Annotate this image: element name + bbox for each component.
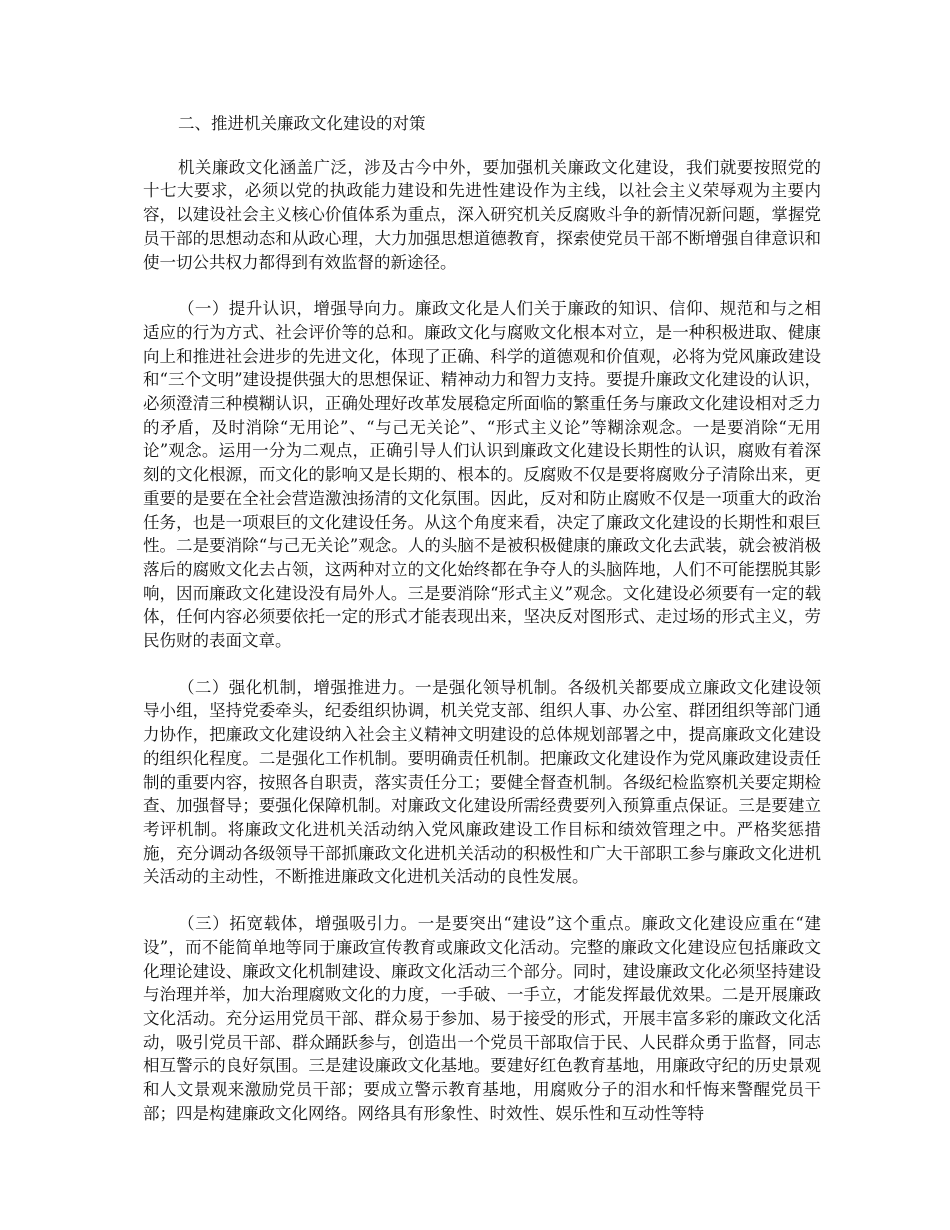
paragraph-awareness: （一）提升认识，增强导向力。廉政文化是人们关于廉政的知识、信仰、规范和与之相适应的行为方式、社会评价等的总和。廉政文化与腐败文化根本对立，是一种积极进取、健康向上和推进社会进步的先进文化，体现了正确、科学的道德观和价值观，必将为党风廉政建设和“三个文明”建设提供强大的思想保证、精神动力和智力支持。要提升廉政文化建设的认识，必须澄清三种模糊认识，正确处理好改革发展稳定所面临的繁重任务与廉政文化建设相对乏力的矛盾，及时消除“无用论”、“与己无关论”、“形式主义论”等糊涂观念。一是要消除“无用论”观念。运用一分为二观点，正确引导人们认识到廉政文化建设长期性的认识，腐败有着深刻的文化根源，而文化的影响又是长期的、根本的。反腐败不仅是要将腐败分子清除出来，更重要的是要在全社会营造激浊扬清的文化氛围。因此，反对和防止腐败不仅是一项重大的政治任务，也是一项艰巨的文化建设任务。从这个角度来看，决定了廉政文化建设的长期性和艰巨性。二是要消除“与己无关论”观念。人的头脑不是被积极健康的廉政文化去武装，就会被消极落后的腐败文化去占领，这两种对立的文化始终都在争夺人的头脑阵地，人们不可能摆脱其影响，因而廉政文化建设没有局外人。三是要消除“形式主义”观念。文化建设必须要有一定的载体，任何内容必须要依托一定的形式才能表现出来，坚决反对图形式、走过场的形式主义，劳民伤财的表面文章。 xyxy=(143,299,821,651)
paragraph-carrier: （三）拓宽载体，增强吸引力。一是要突出“建设”这个重点。廉政文化建设应重在“建设”，而不能简单地等同于廉政宣传教育或廉政文化活动。完整的廉政文化建设应包括廉政文化理论建设、廉政文化机制建设、廉政文化活动三个部分。同时，建设廉政文化必须坚持建设与治理并举，加大治理腐败文化的力度，一手破、一手立，才能发挥最优效果。二是开展廉政文化活动。充分运用党员干部、群众易于参加、易于接受的形式，开展丰富多彩的廉政文化活动，吸引党员干部、群众踊跃参与，创造出一个党员干部取信于民、人民群众勇于监督，同志相互警示的良好氛围。三是建设廉政文化基地。要建好红色教育基地，用廉政守纪的历史景观和人文景观来激励党员干部；要成立警示教育基地，用腐败分子的泪水和忏悔来警醒党员干部；四是构建廉政文化网络。网络具有形象性、时效性、娱乐性和互动性等特 xyxy=(143,914,821,1123)
section-heading: 二、推进机关廉政文化建设的对策 xyxy=(178,114,426,133)
paragraph-mechanism: （二）强化机制，增强推进力。一是强化领导机制。各级机关都要成立廉政文化建设领导小组，坚持党委牵头，纪委组织协调，机关党支部、组织人事、办公室、群团组织等部门通力协作，把廉政文化建设纳入社会主义精神文明建设的总体规划部署之中，提高廉政文化建设的组织化程度。二是强化工作机制。要明确责任机制。把廉政文化建设作为党风廉政建设责任制的重要内容，按照各自职责，落实责任分工；要健全督查机制。各级纪检监察机关要定期检查、加强督导；要强化保障机制。对廉政文化建设所需经费要列入预算重点保证。三是要建立考评机制。将廉政文化进机关活动纳入党风廉政建设工作目标和绩效管理之中。严格奖惩措施，充分调动各级领导干部抓廉政文化进机关活动的积极性和广大干部职工参与廉政文化进机关活动的主动性，不断推进廉政文化进机关活动的良性发展。 xyxy=(143,677,821,887)
document-page xyxy=(143,112,821,1148)
paragraph-intro: 机关廉政文化涵盖广泛，涉及古今中外，要加强机关廉政文化建设，我们就要按照党的十七大要求，必须以党的执政能力建设和先进性建设作为主线，以社会主义荣辱观为主要内容，以建设社会主义核心价值体系为重点，深入研究机关反腐败斗争的新情况新问题，掌握党员干部的思想动态和从政心理，大力加强思想道德教育，探索使党员干部不断增强自律意识和使一切公共权力都得到有效监督的新途径。 xyxy=(143,157,821,272)
